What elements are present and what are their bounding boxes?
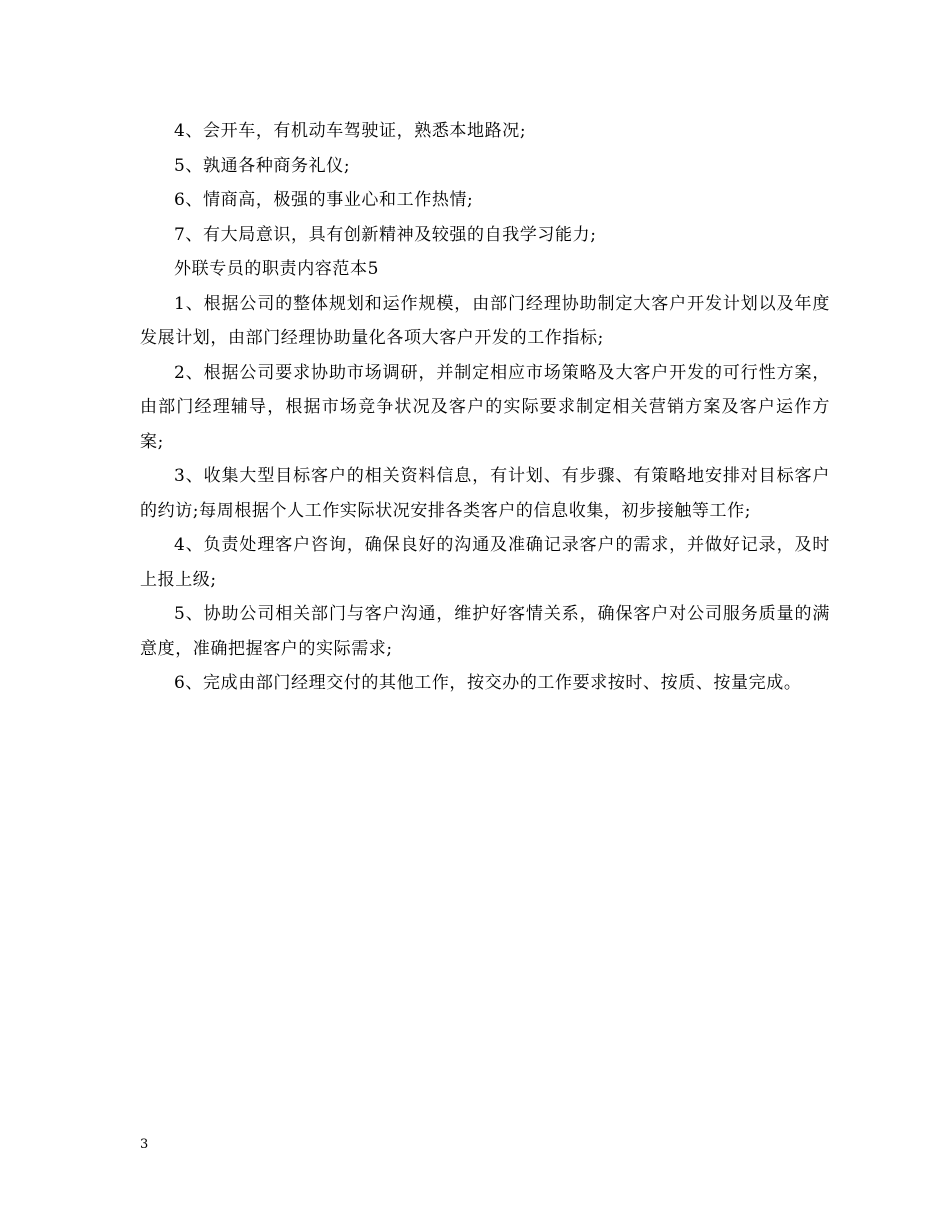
list-item: 6、完成由部门经理交付的其他工作，按交办的工作要求按时、按质、按量完成。 <box>174 673 802 693</box>
list-item: 5、孰通各种商务礼仪; <box>174 155 351 176</box>
list-item: 2、根据公司要求协助市场调研，并制定相应市场策略及大客户开发的可行性方案，由部门经理辅导，根据市场竞争状况及客户的实际要求制定相关营销方案及客户运作方案; <box>140 362 830 452</box>
list-item: 1、根据公司的整体规划和运作规模，由部门经理协助制定大客户开发计划以及年度发展计划，由部门经理协助量化各项大客户开发的工作指标; <box>140 293 830 348</box>
list-item: 3、收集大型目标客户的相关资料信息，有计划、有步骤、有策略地安排对目标客户的约访;每周根据个人工作实际状况安排各类客户的信息收集，初步接触等工作; <box>140 466 830 521</box>
list-item: 5、协助公司相关部门与客户沟通，维护好客情关系，确保客户对公司服务质量的满意度，准确把握客户的实际需求; <box>140 604 830 659</box>
section-title: 外联专员的职责内容范本5 <box>174 259 380 279</box>
list-item: 4、会开车，有机动车驾驶证，熟悉本地路况; <box>174 121 527 141</box>
list-item: 7、有大局意识，具有创新精神及较强的自我学习能力; <box>174 224 597 245</box>
page-number: 3 <box>140 1137 149 1152</box>
document-body <box>140 114 830 701</box>
list-item: 4、负责处理客户咨询，确保良好的沟通及准确记录客户的需求，并做好记录，及时上报上级; <box>140 535 830 590</box>
list-item: 6、情商高，极强的事业心和工作热情; <box>174 190 474 210</box>
